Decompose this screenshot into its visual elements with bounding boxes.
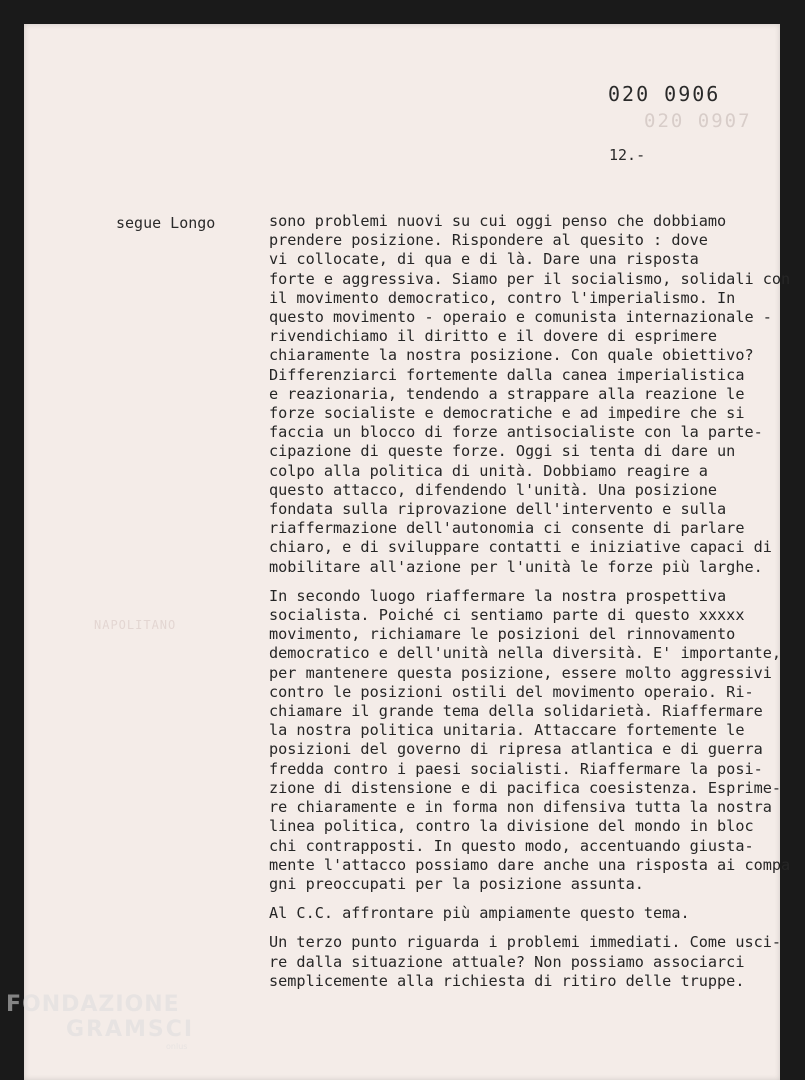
watermark-line1: FONDAZIONE <box>6 992 180 1017</box>
text-line: chiaro, e di sviluppare contatti e iniziative capaci di <box>269 538 772 557</box>
text-line: re chiaramente e in forma non difensiva tutta la nostra <box>269 798 772 817</box>
text-line: questo movimento - operaio e comunista internazionale - <box>269 308 772 327</box>
text-line: semplicemente alla richiesta di ritiro delle truppe. <box>269 971 745 990</box>
text-line: chiaramente la nostra posizione. Con quale obiettivo? <box>269 346 754 365</box>
text-line: chi contrapposti. In questo modo, accentuando giusta- <box>269 836 754 855</box>
text-line: fredda contro i paesi socialisti. Riaffermare la posi- <box>269 759 763 778</box>
text-line: rivendichiamo il diritto e il dovere di esprimere <box>269 327 718 346</box>
bleed-through-number: 020 0907 <box>644 110 752 132</box>
text-line: linea politica, contro la divisione del mondo in bloc <box>269 817 754 836</box>
text-line: contro le posizioni ostili del movimento operaio. Ri- <box>269 682 754 701</box>
text-line: faccia un blocco di forze antisocialiste con la parte- <box>269 423 763 442</box>
text-line: forze socialiste e democratiche e ad impedire che si <box>269 404 745 423</box>
text-line: mobilitare all'azione per l'unità le forze più larghe. <box>269 557 763 576</box>
text-line: chiamare il grande tema della solidarietà. Riaffermare <box>269 702 763 721</box>
text-line: sono problemi nuovi su cui oggi penso che dobbiamo <box>269 212 727 230</box>
page-number: 12.- <box>609 146 646 164</box>
paragraph-2 <box>269 587 805 894</box>
text-line: re dalla situazione attuale? Non possiamo associarci <box>269 952 745 971</box>
watermark-line2: GRAMSCI <box>66 1017 195 1042</box>
text-line: forte e aggressiva. Siamo per il socialismo, solidali con <box>269 269 791 288</box>
paragraph-3 <box>269 904 805 923</box>
text-line: il movimento democratico, contro l'imperialismo. In <box>269 288 736 307</box>
text-line: In secondo luogo riaffermare la nostra prospettiva <box>269 586 727 605</box>
watermark-sub: onlus <box>166 1042 188 1051</box>
fondazione-gramsci-watermark <box>6 992 194 1051</box>
text-line: zione di distensione e di pacifica coesistenza. Esprime- <box>269 778 782 797</box>
text-line: per mantenere questa posizione, essere molto aggressivi <box>269 663 772 682</box>
text-line: la nostra politica unitaria. Attaccare fortemente le <box>269 721 745 740</box>
text-line: Differenziarci fortemente dalla canea imperialistica <box>269 365 745 384</box>
text-line: e reazionaria, tendendo a strappare alla reazione le <box>269 384 745 403</box>
paragraph-4 <box>269 933 805 991</box>
bleed-through-margin-note: NAPOLITANO <box>94 618 177 632</box>
document-body <box>269 212 805 1001</box>
text-line: colpo alla politica di unità. Dobbiamo reagire a <box>269 461 708 480</box>
text-line: socialista. Poiché ci sentiamo parte di questo xxxxx <box>269 606 745 625</box>
paragraph-1 <box>269 212 805 577</box>
document-page <box>24 24 791 1080</box>
text-line: movimento, richiamare le posizioni del rinnovamento <box>269 625 736 644</box>
text-line: Al C.C. affrontare più ampiamente questo tema. <box>269 904 690 923</box>
text-line: prendere posizione. Rispondere al quesito : dove <box>269 231 708 250</box>
document-number: 020 0906 <box>608 82 721 106</box>
speaker-label: segue Longo <box>116 214 216 232</box>
text-line: Un terzo punto riguarda i problemi immediati. Come usci- <box>269 933 782 952</box>
text-line: gni preoccupati per la posizione assunta. <box>269 874 644 893</box>
text-line: mente l'attacco possiamo dare anche una risposta ai compa <box>269 855 791 874</box>
text-line: vi collocate, di qua e di là. Dare una risposta <box>269 250 699 269</box>
text-line: democratico e dell'unità nella diversità. E' importante, <box>269 644 782 663</box>
text-line: posizioni del governo di ripresa atlantica e di guerra <box>269 740 763 759</box>
text-line: riaffermazione dell'autonomia ci consente di parlare <box>269 519 745 538</box>
text-line: questo attacco, difendendo l'unità. Una posizione <box>269 480 718 499</box>
text-line: cipazione di queste forze. Oggi si tenta di dare un <box>269 442 736 461</box>
text-line: fondata sulla riprovazione dell'intervento e sulla <box>269 500 727 519</box>
